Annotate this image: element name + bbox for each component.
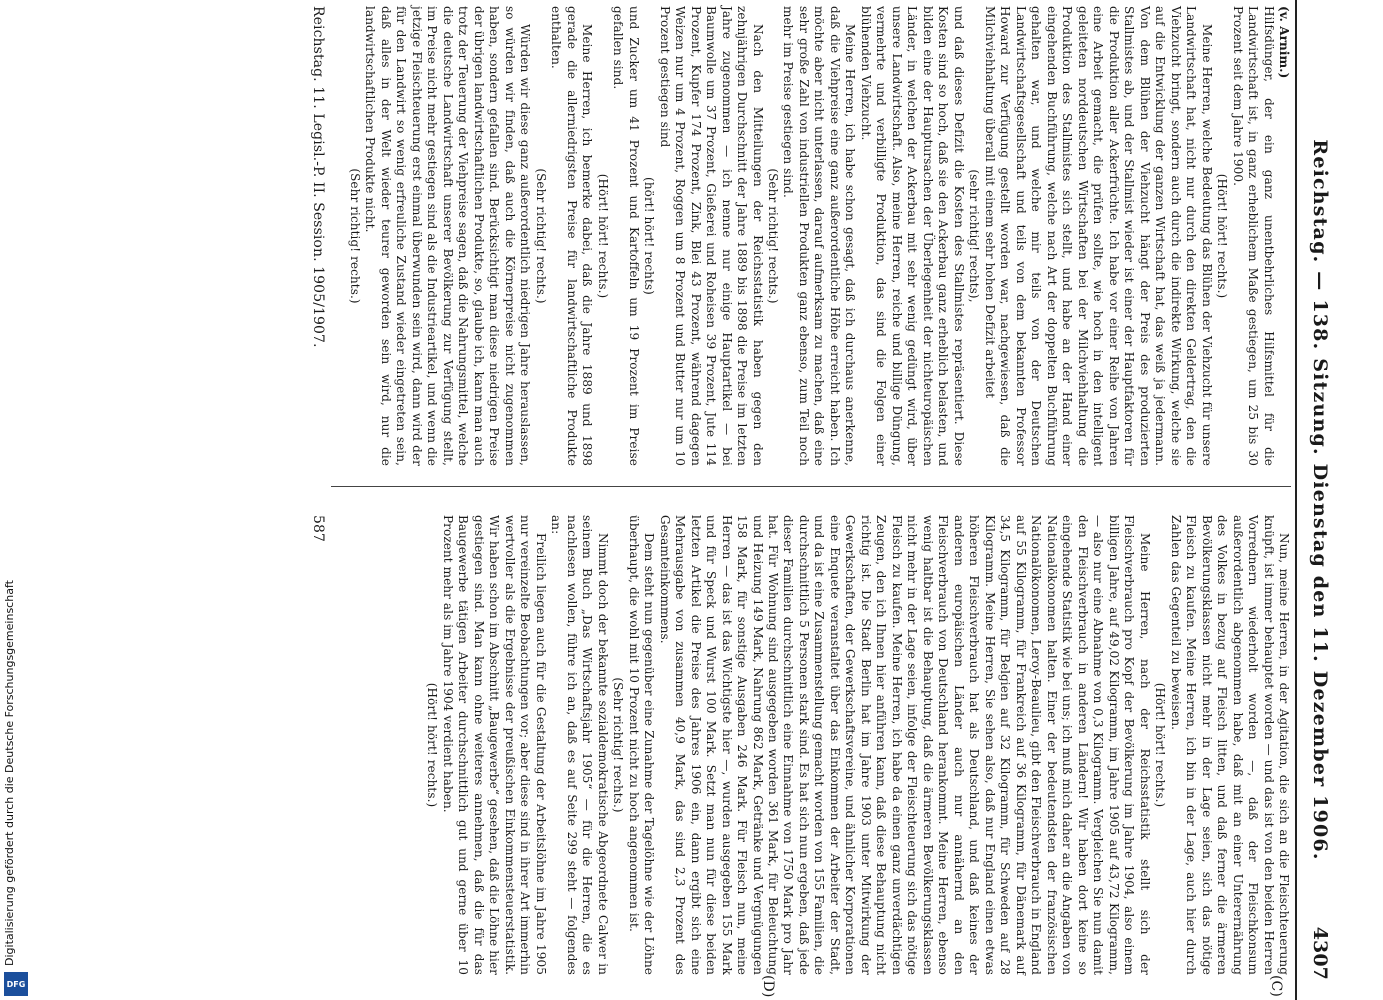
paragraph: Nun, meine Herren, in der Agitation, die sich an die Fleischteuerung knüpft, ist immer behauptet worden — und das ist von den beiden Herren Vorrednern wiederholt worden —, daß der Fleischkonsum außerordentlich abgenommen habe, daß mit an einer Unterernährung des Volkes in bezug auf Fleisch litten, und daß ferner die ärmeren Bevölkerungsklassen nicht mehr in der Lage seien, sich das nötige Fleisch zu kaufen. Meine Herren, ich bin in der Lage, auch hier durch Zahlen das Gegenteil zu beweisen. [1168, 515, 1291, 975]
digitization-credit: Digitalisierung gefördert durch die Deutsche Forschungsgemeinschaft [3, 580, 16, 966]
interjection: (Hört! hört! rechts.) [1153, 682, 1168, 808]
interjection: (Hört! hört! rechts.) [1215, 173, 1230, 299]
speaker-name: (v. Arnim.) [1277, 6, 1291, 79]
paragraph: Meine Herren, nach der Reichsstatistik stellt sich der Fleischverbrauch pro Kopf der Bevölkerung im Jahre 1904, also einem billigen Jahre, auf 49,02 Kilogramm, im Jahre 1905 auf 43,72 Kilogramm, — also nur eine Abnahme von 0,3 Kilogramm. Vergleichen Sie nun damit den Fleischverbrauch in anderen Ländern! Wir haben dort keine so eingehende Statistik wie bei uns; ich muß mich daher an die Angaben von Nationalökonomen halten. Einer der bedeutendsten der französischen Nationalökonomen, Leroy-Beaulieu, gibt den Fleischverbrauch in England auf 55 Kilogramm, für Frankreich auf 36 Kilogramm, für Dänemark auf 34,5 Kilogramm, für Belgien auf 32 Kilogramm, für Schweden auf 28 Kilogramm. Meine Herren, Sie sehen also, daß nur England einen etwas höheren Fleischverbrauch hat als Deutschland, und daß keines der anderen europäischen Länder auch nur annähernd an den Fleischverbrauch von Deutschland herankommt. Meine Herren, ebenso wenig haltbar ist die Behauptung, daß die ärmeren Bevölkerungsklassen nicht mehr in der Lage seien, infolge der Fleischteuerung sich das nötige Fleisch zu kaufen. Meine Herren, ich habe da einen ganz unverdächtigen Zeugen, den ich Ihnen hier anführen kann, daß diese Behauptung nicht richtig ist. Die Stadt Berlin hat im Jahre 1903 unter Mitwirkung der Gewerkschaften, der Gewerkschaftsvereine, und ähnlicher Korporationen eine Enquete veranstaltet über das Einkommen der Arbeiter der Stadt, und da ist eine Zusammenstellung gemacht worden von 155 Familien, die durchschnittlich 5 Personen stark sind. Es hat sich nun ergeben, daß jede dieser Familien durchschnittlich eine Einnahme von 1750 Mark pro Jahr hat. Für Wohnung sind ausgegeben worden 361 Mark, für Beleuchtung und Heizung 149 Mark, Nahrung 862 Mark, Getränke und Vergnügungen 158 Mark, für sonstige Ausgaben 246 Mark. Für Fleisch nun, meine Herren — das ist das Wichtigste hier —, wurden ausgegeben 155 Mark und für Speck und Wurst 100 Mark. Setzt man nun für diese beiden letzten Artikel die Preise des Jahres 1906 ein, dann ergibt sich eine Mehrausgabe von zusammen 40,9 Mark, das sind 2,3 Prozent des Gesamteinkommens. [657, 515, 1152, 975]
interjection: (Hört! hört! rechts.) [595, 173, 610, 299]
page-footer [301, 0, 325, 1000]
interjection: (sehr richtig! rechts), [967, 169, 982, 303]
footer-citation: Reichstag. 11. Legisl.-P. II. Session. 1905/1907. [310, 6, 326, 348]
paragraph: Nach den Mitteilungen der Reichsstatistik haben gegen den zehnjährigen Durchschnitt der Jahre 1889 bis 1898 die Preise im letzten Jahre zugenommen — ich nenne nur einige Hauptartikel — bei Baumwolle um 37 Prozent, Gießerei und Roheisen 39 Prozent, Jute 114 Prozent, Kupfer 174 Prozent, Zink, Blei 43 Prozent, während dagegen Weizen nur um 4 Prozent, Roggen um 8 Prozent und Butter nur um 10 Prozent gestiegen sind [657, 6, 765, 466]
paragraph: und Zucker um 41 Prozent und Kartoffeln um 19 Prozent im Preise gefallen sind. [611, 6, 641, 466]
right-column [424, 515, 1291, 975]
paragraph: Meine Herren, ich bemerke dabei, daß die Jahre 1889 und 1898 gerade die allerniedrigsten Preise für landwirtschaftliche Produkte enthalten. [549, 6, 595, 466]
interjection: (Sehr richtig! rechts.) [766, 168, 781, 304]
interjection: (Sehr richtig! rechts.) [347, 168, 362, 304]
paragraph: Nimmt doch der bekannte sozialdemokratische Abgeordnete Calwer in seinem Buch „Das Wirtschaftsjahr 1905“ — für die Herren, die es nachlesen wollen, führe ich an, daß es auf Seite 299 steht — folgendes an: [549, 515, 610, 975]
dfg-logo-icon: DFG [4, 972, 28, 996]
paragraph: Meine Herren, ich habe schon gesagt, daß ich durchaus anerkenne, daß die Viehpreise eine ganz außerordentliche Höhe erreicht haben. Ich möchte aber nicht unterlassen, darauf aufmerksam zu machen, daß eine sehr große Zahl von industriellen Produkten ganz ebenso, zum Teil noch mehr im Preise gestiegen sind. [781, 6, 858, 466]
interjection: (Sehr richtig! rechts.) [533, 168, 548, 304]
paragraph: Meine Herren, welche Bedeutung das Blühen der Viehzucht für unsere Landwirtschaft hat, nicht nur durch den direkten Geldertrag, den die Viehzucht bringt, sondern auch durch die indirekte Wirkung, welche sie auf die Entwicklung der ganzen Wirtschaft hat, das weiß ja jedermann. Von dem Blühen der Viehzucht hängt der Preis des produzierten Stallmistes ab, und der Stallmist wieder ist einer der Hauptfaktoren für die Produktion aller Ackerfrüchte. Ich habe vor einer Reihe von Jahren eine Arbeit gemacht, die prüfen sollte, wie hoch in den intelligent geleiteten norddeutschen Wirtschaften bei der Milchviehhaltung die Produktion des Stallmistes sich stellt, und habe an der Hand einer eingehenden Buchführung, welche nach Art der doppelten Buchführung gehalten war, und welche mir teils von der Deutschen Landwirtschaftsgesellschaft und teils von dem bekannten Professor Howard zur Verfügung gestellt worden war, nachgewiesen, daß die Milchviehhaltung überall mit einem sehr hohen Defizit arbeitet [982, 6, 1214, 466]
page-header [1297, 0, 1331, 1000]
interjection: (hört! hört! rechts) [642, 177, 657, 295]
margin-mark-c: (C) [1268, 975, 1284, 997]
session-title: Reichstag. — 138. Sitzung. Dienstag den 11. Dezember 1906. [1309, 139, 1331, 861]
footer-folio: 587 [310, 515, 326, 543]
paragraph: Dem steht nun gegenüber eine Zunahme der Tagelöhne wie der Löhne überhaupt, die wohl mit 10 Prozent nicht zu hoch angenommen ist. [626, 515, 657, 975]
left-column [346, 6, 1291, 466]
interjection: (Hört! hört! rechts.) [425, 682, 440, 808]
paragraph: Hilfsdünger, der ein ganz unentbehrliches Hilfsmittel für die Landwirtschaft ist, in ganz erheblichem Maße gestiegen, um 25 bis 30 Prozent seit dem Jahre 1900. [1230, 6, 1276, 466]
interjection: (Sehr richtig! rechts.) [611, 677, 626, 813]
page-number: 4307 [1309, 926, 1331, 980]
margin-mark-d: (D) [760, 975, 776, 998]
document-page [35, 0, 1335, 1000]
paragraph: Freilich liegen auch für die Gestaltung der Arbeitslöhne im Jahre 1905 nur vereinzelte Beobachtungen vor; aber diese sind in ihrer Art immerhin wertvoller als die Ergebnisse der preußischen Einkommensteuerstatistik. Wir haben schon im Abschnitt „Baugewerbe“ gesehen, daß die Löhne hier gestiegen sind. Man kann ohne weiteres annehmen, daß die für das Baugewerbe tätigen Arbeiter durchschnittlich gut und gerne über 10 Prozent mehr als im Jahre 1904 verdient haben. [440, 515, 548, 975]
column-divider [331, 486, 1291, 487]
header-rule [1295, 0, 1297, 1000]
digitization-credit-strip [0, 0, 34, 1000]
paragraph: Würden wir diese ganz außerordentlich niedrigen Jahre herauslassen, so würden wir finden, daß auch die Körnerpreise nicht zugenommen haben, sondern gefallen sind. Berücksichtigt man diese niedrigen Preise der übrigen landwirtschaftlichen Produkte, so, glaube ich, kann man auch trotz der Teuerung der Viehpreise sagen, daß die Nahrungsmittel, welche die deutsche Landwirtschaft unserer Bevölkerung zur Verfügung stellt, im Preise nicht mehr gestiegen sind als die Industrieartikel, und wenn die jetzige Fleischteuerung erst einmal überwunden sein wird, dann wird der für den Landwirt so wenig erfreuliche Zustand wieder eingetreten sein, daß alles in der Welt wieder teurer geworden sein wird, nur die landwirtschaftlichen Produkte nicht. [363, 6, 533, 467]
paragraph: und daß dieses Defizit die Kosten des Stallmistes repräsentiert. Diese Kosten sind so hoch, daß sie den Ackerbau ganz erheblich belasten, und bilden eine der Hauptursachen der Überlegenheit der nichteuropäischen Länder, in welchen der Ackerbau mit sehr wenig gedüngt wird, über unsere Landwirtschaft. Also, meine Herren, reiche und billige Düngung, vermehrte und verbilligte Produktion, das sind die Folgen einer blühenden Viehzucht. [858, 6, 966, 466]
